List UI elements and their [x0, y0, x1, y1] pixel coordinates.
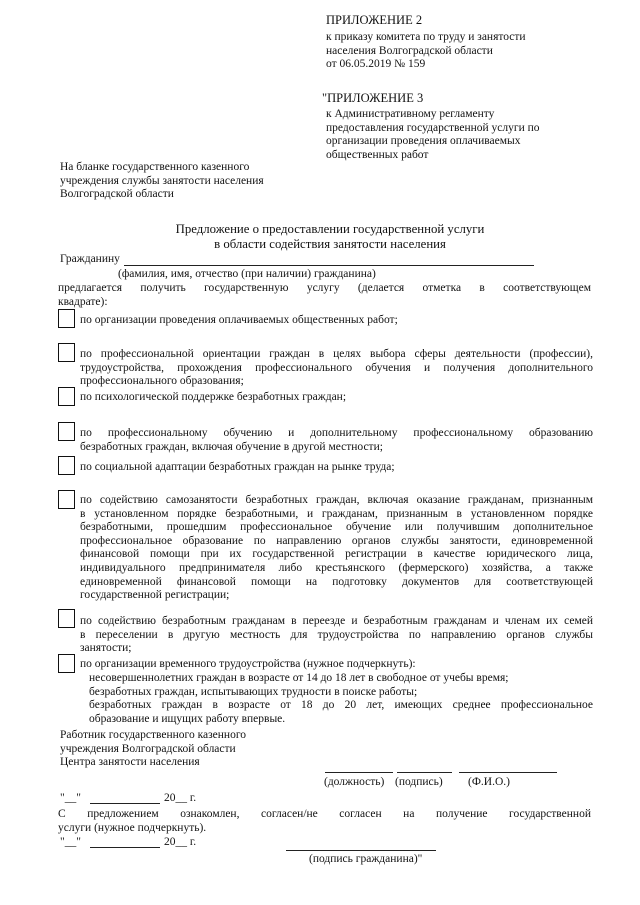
worker-block: [60, 729, 320, 770]
worker-line: учреждения Волгоградской области: [60, 742, 236, 755]
agreement-line: С предложением ознакомлен, согласен/не согласен на получение государственной: [58, 808, 591, 820]
position-line[interactable]: [325, 772, 393, 773]
option-line: по психологической поддержке безработных граждан;: [80, 391, 347, 403]
option-line: финансовой помощи при их государственной регистрации в качестве юридического лица,: [80, 548, 593, 561]
document-title-line: Предложение о предоставлении государственной услуги: [175, 222, 485, 236]
option-line: профессиональное образование по направлению органов службы занятости, единовременной: [80, 534, 593, 547]
appendix-3-line: организации проведения оплачиваемых: [326, 135, 521, 148]
signature-line[interactable]: [397, 772, 452, 773]
document-title-line: в области содействия занятости населения: [214, 237, 446, 251]
appendix-2-line: к приказу комитета по труду и занятости: [326, 31, 526, 43]
appendix-2-title: ПРИЛОЖЕНИЕ 2: [326, 13, 423, 27]
option-line: безработными, прошедшим профессиональное обучение или получившим дополнительное: [80, 521, 593, 534]
option-text: [80, 391, 593, 405]
worker-line: Работник государственного казенного: [60, 729, 247, 741]
letterhead-line: учреждения службы занятости населения: [60, 174, 264, 187]
subitem-line: безработных граждан в возрасте от 18 до 20 лет, имеющих среднее профессиональное: [89, 699, 593, 712]
option-checkbox[interactable]: [58, 654, 75, 673]
option-checkbox[interactable]: [58, 343, 75, 362]
intro-line: квадрате):: [58, 295, 108, 308]
appendix-3-title: "ПРИЛОЖЕНИЕ 3: [322, 91, 424, 105]
agreement-line: услуги (нужное подчеркнуть).: [58, 821, 207, 834]
agreement-text: [58, 808, 591, 835]
appendix-3-line: общественных работ: [326, 148, 429, 161]
name-line[interactable]: [459, 772, 557, 773]
appendix-3-line: к Административному регламенту: [326, 108, 495, 120]
letterhead-line: На бланке государственного казенного: [60, 161, 250, 173]
temp-employment-subitems: [89, 672, 593, 726]
appendix-2-block: [326, 31, 586, 72]
worker-line: Центра занятости населения: [60, 756, 200, 769]
appendix-2-line: населения Волгоградской области: [326, 44, 493, 57]
date-quote: "__": [60, 836, 81, 848]
option-checkbox[interactable]: [58, 309, 75, 328]
appendix-2-line: от 06.05.2019 № 159: [326, 58, 426, 71]
option-line: по профессиональному обучению и дополнительному профессиональному образованию: [80, 427, 593, 439]
option-checkbox[interactable]: [58, 609, 75, 628]
option-text: [80, 348, 593, 389]
option-text: [80, 658, 593, 672]
option-line: единовременной финансовой помощи на подготовку документов для соответствующей: [80, 575, 593, 588]
date-year: 20__ г.: [164, 836, 197, 848]
option-text: [80, 461, 593, 475]
option-checkbox[interactable]: [58, 490, 75, 509]
name-label: (Ф.И.О.): [468, 776, 510, 788]
citizen-hint: (фамилия, имя, отчество (при наличии) гражданина): [118, 268, 376, 280]
date-year: 20__ г.: [164, 792, 197, 804]
appendix-3-line: предоставления государственной услуги по: [326, 121, 540, 134]
option-text: [80, 615, 593, 656]
date-month-line[interactable]: [90, 847, 160, 848]
appendix-3-block: [326, 108, 586, 162]
option-line: по организации временного трудоустройства (нужное подчеркнуть):: [80, 658, 416, 670]
citizen-signature-line[interactable]: [286, 850, 436, 851]
date-month-line[interactable]: [90, 803, 160, 804]
option-line: занятости;: [80, 642, 132, 655]
citizen-name-line[interactable]: [124, 265, 534, 266]
option-line: по содействию самозанятости безработных граждан, включая оказание гражданам, признанным: [80, 494, 593, 506]
citizen-signature-label: (подпись гражданина)": [309, 853, 423, 865]
subitem-line: образование и ищущих работу впервые.: [89, 712, 286, 725]
subitem-line: несовершеннолетних граждан в возрасте от 14 до 18 лет в свободное от учебы время;: [89, 672, 509, 684]
position-label: (должность): [324, 776, 385, 788]
option-line: трудоустройства, прохождения профессионального обучения и получения дополнительного: [80, 361, 593, 374]
option-checkbox[interactable]: [58, 422, 75, 441]
option-text: [80, 314, 593, 328]
signature-label: (подпись): [395, 776, 443, 788]
option-line: безработных граждан, включая обучение в другой местности;: [80, 440, 383, 453]
option-line: профессионального образования;: [80, 375, 244, 388]
option-line: по профессиональной ориентации граждан в целях выбора сферы деятельности (профессии),: [80, 348, 593, 360]
date-quote: "__": [60, 792, 81, 804]
option-line: индивидуального предпринимателя либо крестьянского (фермерского) хозяйства, а также: [80, 561, 593, 574]
intro-text: [58, 282, 591, 309]
option-line: в установленном порядке безработными, и гражданам, признанным в установленном порядке: [80, 507, 593, 520]
option-text: [80, 494, 593, 603]
option-line: по содействию безработным гражданам в переезде и безработным гражданам и членам их семей: [80, 615, 593, 627]
letterhead-line: Волгоградской области: [60, 188, 174, 201]
option-line: в переселении в другую местность для трудоустройства по направлению органов службы: [80, 628, 593, 641]
subitem-line: безработных граждан, испытывающих трудности в поиске работы;: [89, 685, 418, 698]
citizen-label: Гражданину: [60, 253, 120, 265]
option-line: по социальной адаптации безработных граждан на рынке труда;: [80, 461, 395, 473]
letterhead: [60, 161, 300, 202]
option-checkbox[interactable]: [58, 456, 75, 475]
intro-line: предлагается получить государственную услугу (делается отметка в соответствующем: [58, 282, 591, 294]
option-text: [80, 427, 593, 454]
document-title: [60, 222, 600, 252]
option-line: по организации проведения оплачиваемых общественных работ;: [80, 314, 398, 326]
option-checkbox[interactable]: [58, 387, 75, 406]
option-line: государственной регистрации;: [80, 589, 230, 602]
